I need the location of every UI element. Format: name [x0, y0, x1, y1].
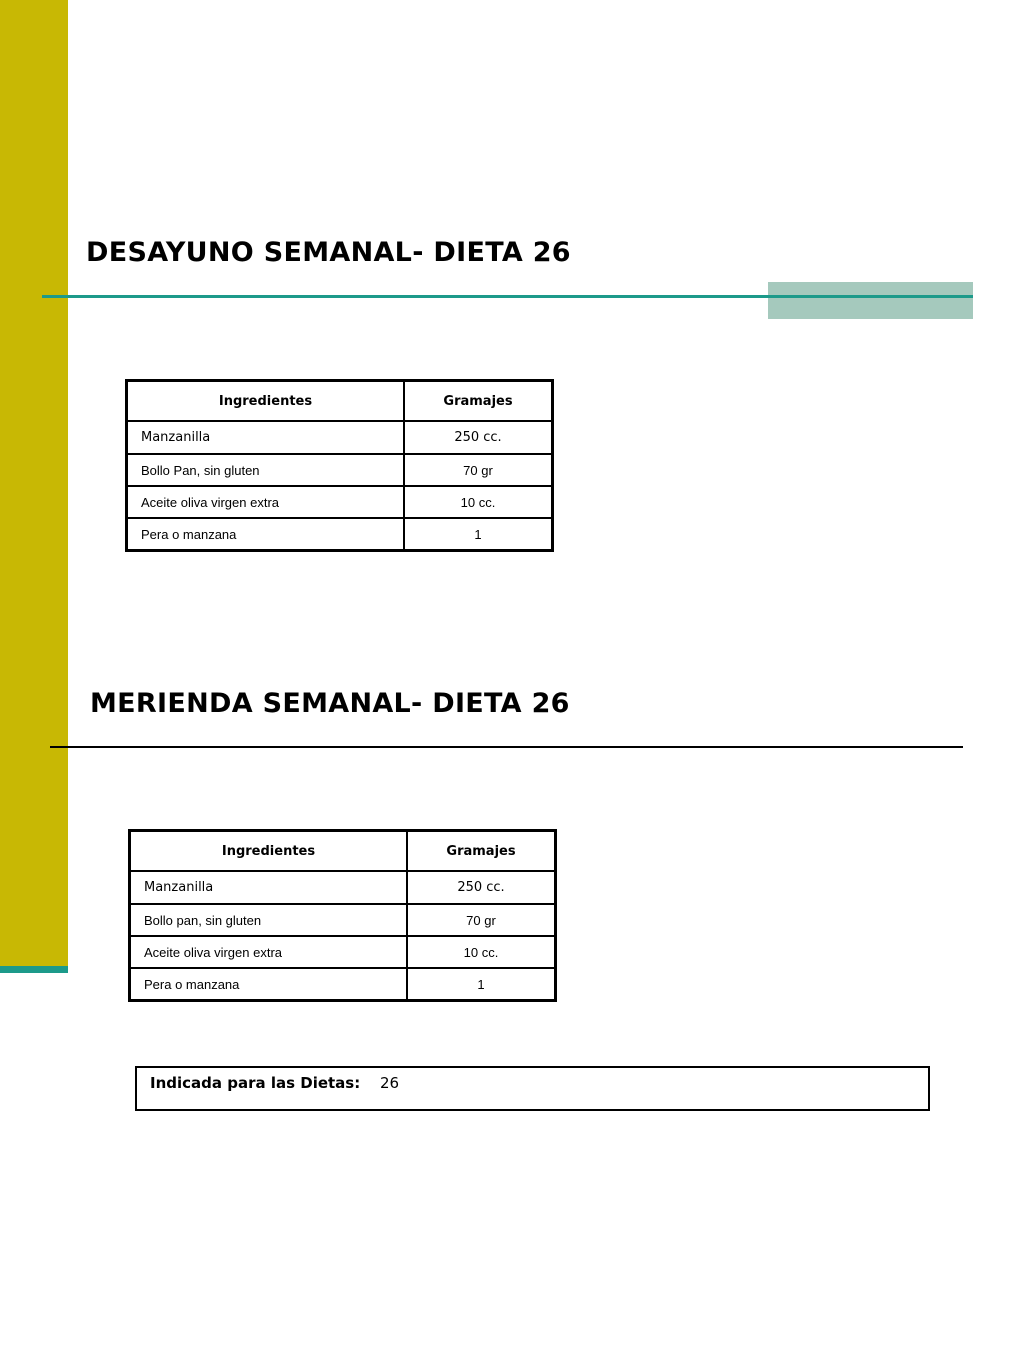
accent-block	[768, 282, 973, 319]
table-header-row	[127, 381, 553, 422]
table-row	[127, 421, 553, 454]
sidebar-bar	[0, 0, 68, 968]
amount-cell: 10 cc.	[407, 936, 556, 968]
table-row	[127, 518, 553, 551]
amount-cell: 70 gr	[404, 454, 553, 486]
ingredient-cell: Bollo Pan, sin gluten	[127, 454, 405, 486]
ingredient-cell: Manzanilla	[127, 421, 405, 454]
amount-cell: 70 gr	[407, 904, 556, 936]
diet-note-box	[135, 1066, 930, 1111]
ingredient-cell: Bollo pan, sin gluten	[130, 904, 408, 936]
table-row	[130, 968, 556, 1001]
column-header-ingredients: Ingredientes	[127, 381, 405, 422]
column-header-grams: Gramajes	[404, 381, 553, 422]
ingredient-cell: Manzanilla	[130, 871, 408, 904]
diet-note-value: 26	[380, 1074, 400, 1092]
snack-title: MERIENDA SEMANAL- DIETA 26	[90, 688, 570, 719]
table-row	[130, 936, 556, 968]
ingredient-cell: Aceite oliva virgen extra	[130, 936, 408, 968]
amount-cell: 10 cc.	[404, 486, 553, 518]
amount-cell: 250 cc.	[404, 421, 553, 454]
table-row	[130, 904, 556, 936]
breakfast-table	[125, 379, 554, 552]
sidebar-accent	[0, 966, 68, 973]
ingredient-cell: Pera o manzana	[127, 518, 405, 551]
table-header-row	[130, 831, 556, 872]
diet-note-label: Indicada para las Dietas:	[150, 1074, 361, 1092]
amount-cell: 250 cc.	[407, 871, 556, 904]
ingredient-cell: Aceite oliva virgen extra	[127, 486, 405, 518]
table-row	[127, 486, 553, 518]
snack-divider	[50, 746, 963, 748]
table-row	[127, 454, 553, 486]
title-divider-overlay	[768, 295, 973, 298]
column-header-grams: Gramajes	[407, 831, 556, 872]
column-header-ingredients: Ingredientes	[130, 831, 408, 872]
amount-cell: 1	[404, 518, 553, 551]
snack-table	[128, 829, 557, 1002]
table-row	[130, 871, 556, 904]
breakfast-title: DESAYUNO SEMANAL- DIETA 26	[86, 237, 571, 268]
ingredient-cell: Pera o manzana	[130, 968, 408, 1001]
amount-cell: 1	[407, 968, 556, 1001]
